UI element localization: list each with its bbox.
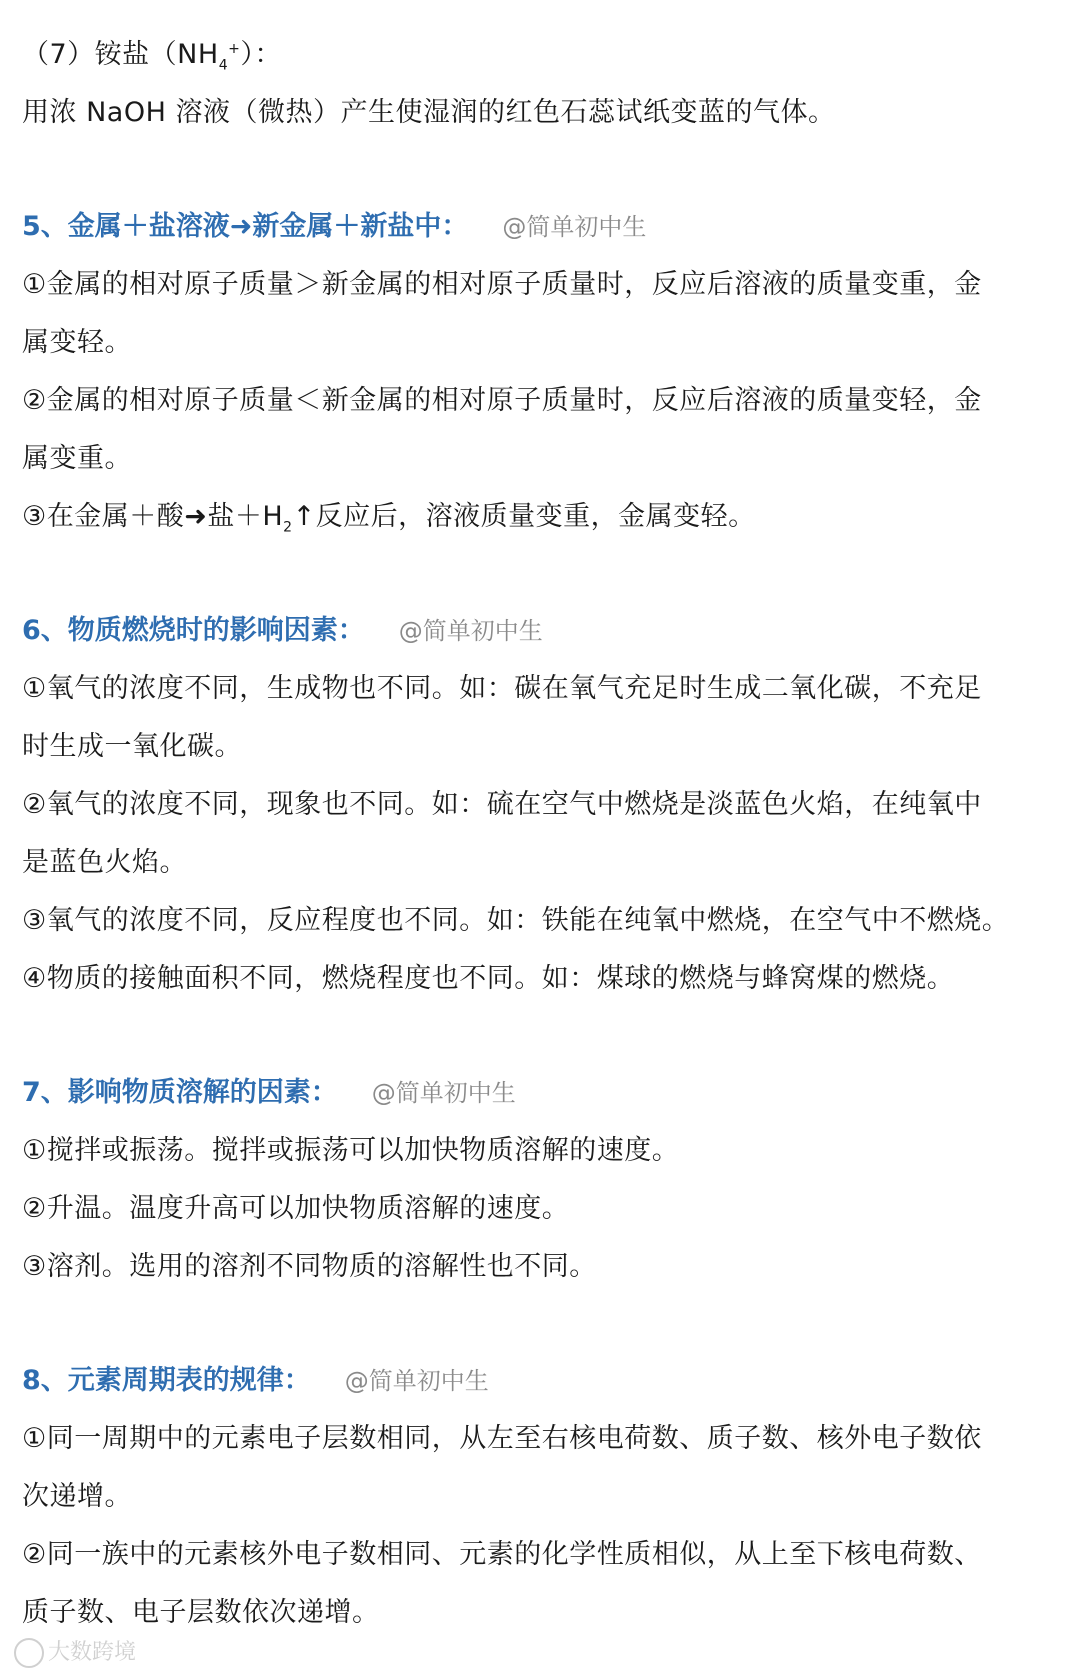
section8-line: ②同一族中的元素核外电子数相同、元素的化学性质相似，从上至下核电荷数、 bbox=[22, 1539, 982, 1570]
ammonium-title-prefix: （7）铵盐（NH bbox=[22, 39, 219, 70]
watermark-logo-icon bbox=[14, 1638, 44, 1668]
section6-line: ④物质的接触面积不同，燃烧程度也不同。如：煤球的燃烧与蜂窝煤的燃烧。 bbox=[22, 963, 955, 994]
section7-author-tag: @简单初中生 bbox=[371, 1079, 516, 1107]
section-gap bbox=[22, 1008, 1058, 1064]
section7-heading-text: 7、影响物质溶解的因素： bbox=[22, 1077, 338, 1108]
section5-heading bbox=[22, 198, 1058, 256]
section6-line: ②氧气的浓度不同，现象也不同。如：硫在空气中燃烧是淡蓝色火焰，在纯氧中 bbox=[22, 789, 982, 820]
ammonium-title-sup: + bbox=[228, 41, 241, 57]
section8-heading bbox=[22, 1352, 1058, 1410]
section8-heading-text: 8、元素周期表的规律： bbox=[22, 1365, 311, 1396]
section7-line: ②升温。温度升高可以加快物质溶解的速度。 bbox=[22, 1193, 570, 1224]
section6-line: 时生成一氧化碳。 bbox=[22, 731, 242, 762]
section5-line: 属变轻。 bbox=[22, 327, 132, 358]
section6-line: ③氧气的浓度不同，反应程度也不同。如：铁能在纯氧中燃烧，在空气中不燃烧。 bbox=[22, 905, 1010, 936]
section5-line: ②金属的相对原子质量＜新金属的相对原子质量时，反应后溶液的质量变轻，金 bbox=[22, 385, 982, 416]
section6-author-tag: @简单初中生 bbox=[398, 617, 543, 645]
ammonium-title bbox=[22, 26, 1058, 84]
section-gap bbox=[22, 546, 1058, 602]
ammonium-title-suffix: ）： bbox=[240, 39, 282, 70]
section5-line3-suffix: ↑反应后，溶液质量变重，金属变轻。 bbox=[292, 501, 756, 532]
section5-line: ①金属的相对原子质量＞新金属的相对原子质量时，反应后溶液的质量变重，金 bbox=[22, 269, 982, 300]
ammonium-title-sub: 4 bbox=[218, 57, 229, 74]
section6-line: ①氧气的浓度不同，生成物也不同。如：碳在氧气充足时生成二氧化碳，不充足 bbox=[22, 673, 982, 704]
section5-line: 属变重。 bbox=[22, 443, 132, 474]
section5-line3-prefix: ③在金属＋酸➜盐＋H bbox=[22, 501, 284, 532]
section5-line3-sub: 2 bbox=[283, 519, 293, 536]
section7-line: ①搅拌或振荡。搅拌或振荡可以加快物质溶解的速度。 bbox=[22, 1135, 680, 1166]
section8-line: 质子数、电子层数依次递增。 bbox=[22, 1597, 380, 1628]
section6-heading-text: 6、物质燃烧时的影响因素： bbox=[22, 615, 365, 646]
section5-line-3 bbox=[22, 488, 1058, 546]
section6-heading bbox=[22, 602, 1058, 660]
watermark-text: 大数跨境 bbox=[48, 1640, 137, 1665]
section5-author-tag: @简单初中生 bbox=[502, 213, 647, 241]
section8-line: ①同一周期中的元素电子层数相同，从左至右核电荷数、质子数、核外电子数依 bbox=[22, 1423, 982, 1454]
ammonium-body: 用浓 NaOH 溶液（微热）产生使湿润的红色石蕊试纸变蓝的气体。 bbox=[22, 97, 836, 128]
watermark bbox=[14, 1635, 136, 1668]
section-gap bbox=[22, 142, 1058, 198]
section7-heading bbox=[22, 1064, 1058, 1122]
section6-line: 是蓝色火焰。 bbox=[22, 847, 187, 878]
section8-line: 次递增。 bbox=[22, 1481, 132, 1512]
document-page bbox=[22, 26, 1058, 1642]
section-gap bbox=[22, 1296, 1058, 1352]
section5-heading-text: 5、金属＋盐溶液➜新金属＋新盐中： bbox=[22, 211, 469, 242]
section8-author-tag: @简单初中生 bbox=[344, 1367, 489, 1395]
section7-line: ③溶剂。选用的溶剂不同物质的溶解性也不同。 bbox=[22, 1251, 597, 1282]
